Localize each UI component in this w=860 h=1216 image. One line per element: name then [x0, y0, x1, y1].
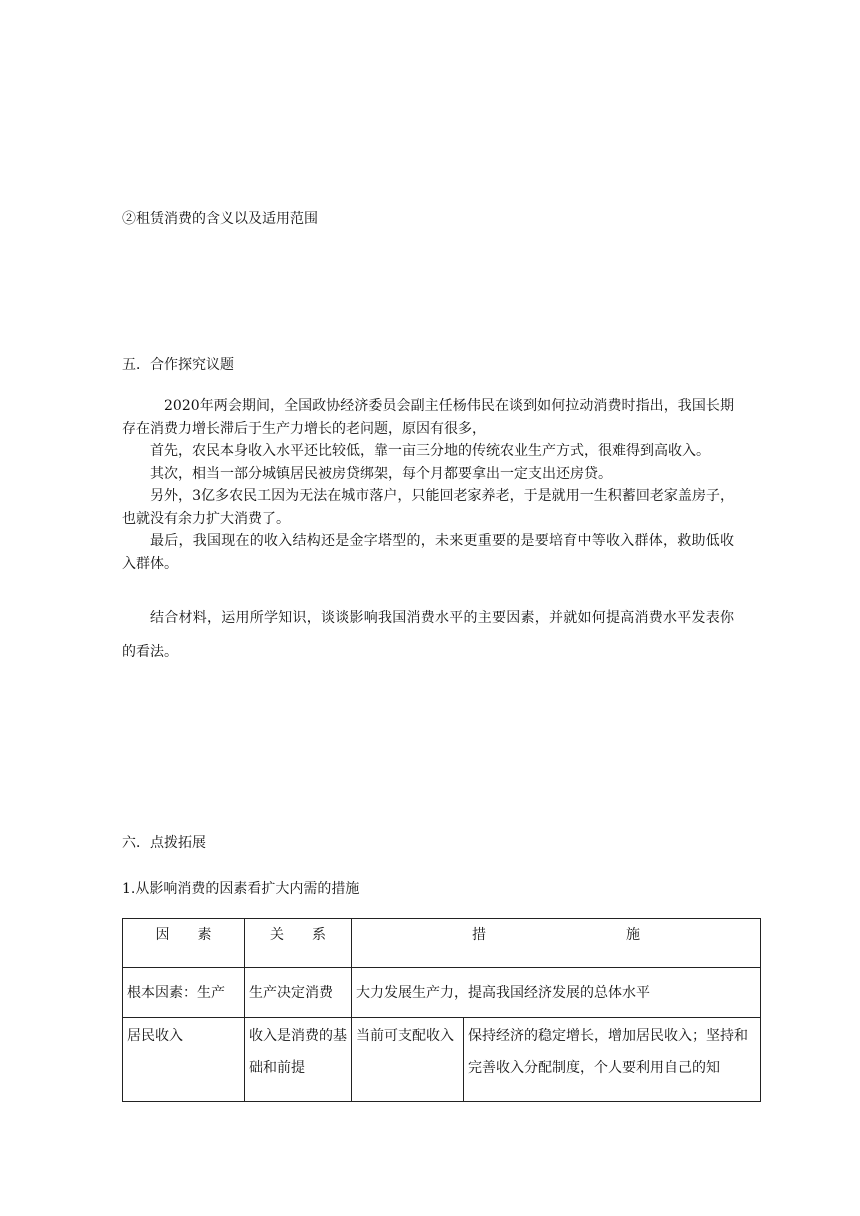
header-measures: 措 施 [352, 919, 761, 968]
material-paragraph: 最后，我国现在的收入结构还是金字塔型的，未来更重要的是要培育中等收入群体，救助低收入群体。 [122, 533, 734, 572]
section5-question: 结合材料，运用所学知识，谈谈影响我国消费水平的主要因素，并就如何提高消费水平发表你的看法。 [122, 610, 734, 660]
table-cell: 收入是消费的基础和前提 [245, 1018, 352, 1102]
table-cell: 居民收入 [123, 1018, 245, 1102]
section5-heading: 五．合作探究议题 [122, 357, 234, 373]
table-cell: 大力发展生产力，提高我国经济发展的总体水平 [352, 968, 761, 1018]
table-cell: 保持经济的稳定增长，增加居民收入；坚持和完善收入分配制度，个人要利用自己的知 [464, 1018, 761, 1102]
header-factor: 因 素 [123, 919, 245, 968]
section6-heading: 六．点拨拓展 [122, 835, 206, 851]
table-header-row [123, 919, 761, 968]
material-paragraph: 另外，3亿多农民工因为无法在城市落户，只能回老家养老，于是就用一生积蓄回老家盖房子，也就没有余力扩大消费了。 [122, 488, 734, 527]
table-row [123, 968, 761, 1018]
header-relation: 关 系 [245, 919, 352, 968]
material-paragraph: 2020年两会期间，全国政协经济委员会副主任杨伟民在谈到如何拉动消费时指出，我国长期存在消费力增长滞后于生产力增长的老问题，原因有很多， [122, 398, 734, 437]
section6-subheading: 1.从影响消费的因素看扩大内需的措施 [122, 881, 360, 897]
table-cell: 生产决定消费 [245, 968, 352, 1018]
material-paragraph: 首先，农民本身收入水平还比较低，靠一亩三分地的传统农业生产方式，很难得到高收入。 [150, 443, 710, 459]
table-cell: 当前可支配收入 [352, 1018, 464, 1102]
lease-consumption-item: ②租赁消费的含义以及适用范围 [122, 211, 318, 227]
measures-table [122, 918, 761, 1102]
table-cell: 根本因素：生产 [123, 968, 245, 1018]
material-paragraph: 其次，相当一部分城镇居民被房贷绑架，每个月都要拿出一定支出还房贷。 [150, 465, 612, 482]
section5-material [122, 395, 734, 575]
table-row [123, 1018, 761, 1102]
